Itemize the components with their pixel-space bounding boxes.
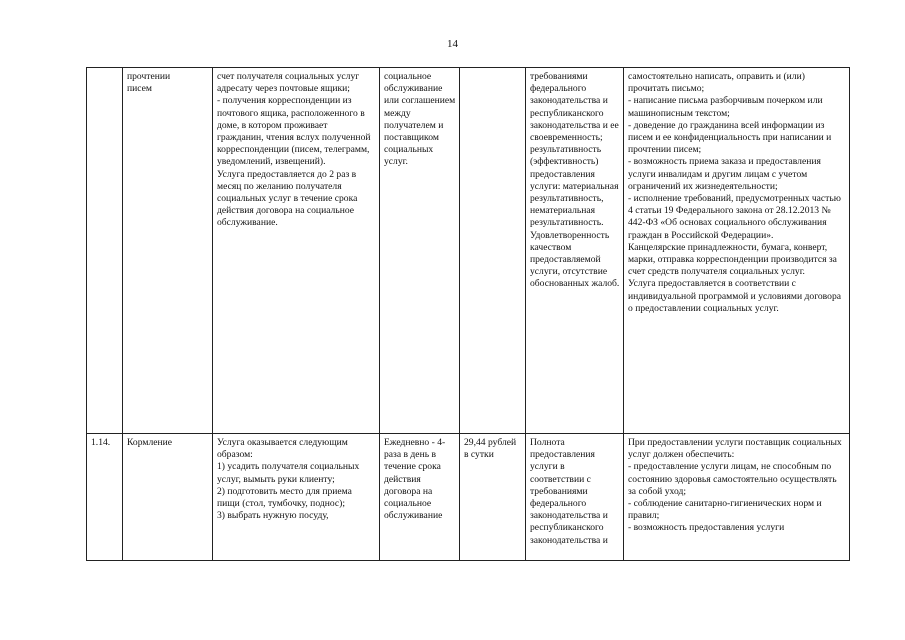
cell-number: 1.14. — [87, 434, 123, 561]
table-row — [87, 68, 850, 434]
cell-conditions: При предоставлении услуги поставщик социальных услуг должен обеспечить: - предоставление услуги лицам, не способным по состоянию здоровья самостоятельно осуществлять за собой уход; - соблюдение санитарно-гигиенических норм и правил; - возможность предоставления услуги — [624, 434, 850, 561]
table-row — [87, 434, 850, 561]
cell-schedule: Ежедневно - 4-раза в день в течение срока действия договора на социальное обслуживание — [380, 434, 460, 561]
cell-description: счет получателя социальных услуг адресату через почтовые ящики; - получения корреспонденции из почтового ящика, расположенного в доме, в котором проживает гражданин, чтения вслух полученной корреспонденции (писем, телеграмм, уведомлений, извещений). Услуга предоставляется до 2 раз в месяц по желанию получателя социальных услуг в течение срока действия договора на социальное обслуживание. — [213, 68, 380, 434]
cell-conditions: самостоятельно написать, оправить и (или) прочитать письмо; - написание письма разборчивым почерком или машинописным текстом; - доведение до гражданина всей информации из писем и ее конфиденциальность при написании и прочтении писем; - возможность приема заказа и предоставления услуги инвалидам и другим лицам с учетом ограничений их жизнедеятельности; - исполнение требований, предусмотренных частью 4 статьи 19 Федерального закона от 28.12.2013 № 442-ФЗ «Об основах социального обслуживания граждан в Российской Федерации». Канцелярские принадлежности, бумага, конверт, марки, отправка корреспонденции производится за счет средств получателя социальных услуг. Услуга предоставляется в соответствии с индивидуальной программой и условиями договора о предоставлении социальных услуг. — [624, 68, 850, 434]
cell-number — [87, 68, 123, 434]
cell-quality: требованиями федерального законодательства и республиканского законодательства и ее своевременность; результативность (эффективность) предоставления услуги: материальная результативность, нематериальная результативность. Удовлетворенность качеством предоставляемой услуги, отсутствие обоснованных жалоб. — [526, 68, 624, 434]
services-table — [86, 67, 850, 561]
page-number: 14 — [447, 38, 458, 50]
cell-service-name: Кормление — [123, 434, 213, 561]
cell-quality: Полнота предоставления услуги в соответствии с требованиями федерального законодательства и республиканского законодательства и — [526, 434, 624, 561]
cell-tariff: 29,44 рублей в сутки — [460, 434, 526, 561]
cell-schedule: социальное обслуживание или соглашением между получателем и поставщиком социальных услуг. — [380, 68, 460, 434]
cell-tariff — [460, 68, 526, 434]
cell-service-name: прочтении писем — [123, 68, 213, 434]
cell-description: Услуга оказывается следующим образом: 1) усадить получателя социальных услуг, вымыть руки клиенту; 2) подготовить место для приема пищи (стол, тумбочку, поднос); 3) выбрать нужную посуду, — [213, 434, 380, 561]
